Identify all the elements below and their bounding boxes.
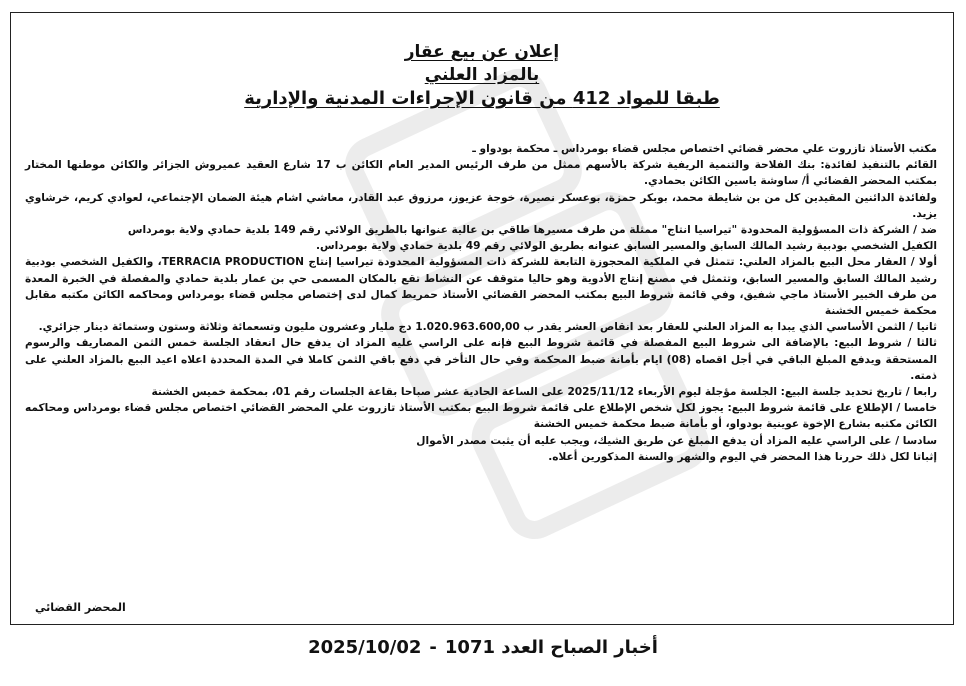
notice-paragraph: ثانيا / الثمن الأساسي الذي يبدا به المزاد العلني للعقار بعد انقاص العشر يقدر ب 1.020.963.600,00 دج مليار وعشرون مليون وتسعمائة وثلاثة وستون وستمائة دينار جزائري.: [38, 321, 937, 334]
notice-body: [25, 141, 937, 465]
notice-paragraph: خامسا / الإطلاع على قائمة شروط البيع: يجوز لكل شخص الإطلاع على قائمة شروط البيع بمكتب الأستاذ تازروت علي المحضر القضائي اختصاص مجلس قضاء بومرداس ومحاكمه الكائن مكتبه بشارع الإخوة عوينية بودواو، أو بأمانة ضبط محكمة خميس الخشنة: [25, 402, 937, 431]
notice-paragraph: أولا / العقار محل البيع بالمزاد العلني: تتمثل في الملكية المحجوزة التابعة للشركة ذات المسؤولية المحدودة تيراسيا إنتاج TERRACIA PRODUCTION، والكفيل الشخصي بودبية رشيد المالك السابق والمسير السابق، وتتمثل في مصنع إنتاج الأدوية وهو حاليا متوقف عن النشاط تقع بالمكان المسمى حي بن عمار بلدية حمادي والمفصلة في الخبرة المعدة من طرف الخبير الأستاذ ماجي شفيق، وفي قائمة شروط البيع بمكتب المحضر القضائي الأستاذ حمريط كمال لدى إختصاص مجلس قضاء بومرداس ومحاكمه الكائن مكتبه مقابل محكمة خميس الخشنة: [25, 256, 938, 318]
publication-footer: [0, 636, 966, 660]
notice-frame: [10, 12, 954, 625]
notice-paragraph: مكتب الأستاذ تازروت علي محضر قضائي اختصاص مجلس قضاء بومرداس ـ محكمة بودواو ـ: [472, 143, 937, 155]
notice-paragraph: القائم بالتنفيذ لفائدة: بنك الفلاحة والتنمية الريفية شركة بالأسهم ممثل من طرف الرئيس المدير العام الكائن ب 17 شارع العقيد عميروش الجزائر والكائن موطنها المختار بمكتب المحضر القضائي أ/ ساوشة ياسين الكائن بحمادي.: [25, 159, 937, 188]
publication-date: 2025/10/02: [308, 637, 422, 658]
bailiff-signature: المحضر القضائي: [35, 601, 126, 614]
notice-paragraph: رابعا / تاريخ تحديد جلسة البيع: الجلسة مؤجلة ليوم الأربعاء 2025/11/12 على الساعة الحادية عشر صباحا بقاعة الجلسات رقم 01، بمحكمة خميس الخشنة: [151, 386, 937, 399]
notice-header: [11, 41, 953, 110]
notice-paragraph: ثالثا / شروط البيع: بالإضافة الى شروط البيع المفصلة في قائمة شروط البيع فإنه على الراسي عليه المزاد ان يدفع حال انعقاد الجلسة خمس الثمن المصاريف والرسوم المستحقة ويدفع المبلغ الباقي في أجل اقصاه (08) ايام بأمانة ضبط المحكمة وفي حال التأخر في دفع باقي الثمن كاملا في المدة المحددة اعلاه اعيد البيع بالمزاد العلني على ذمته.: [25, 337, 937, 382]
notice-paragraph: سادسا / على الراسي عليه المزاد أن يدفع المبلغ عن طريق الشيك، ويجب عليه أن يثبت مصدر الأموال: [416, 434, 937, 447]
notice-paragraph: الكفيل الشخصي بودبية رشيد المالك السابق والمسير السابق عنوانه بطريق الولائي رقم 49 بلدية حمادي ولاية بومرداس.: [315, 240, 937, 253]
footer-separator: -: [429, 637, 437, 658]
notice-paragraph: إثباتا لكل ذلك حررنا هذا المحضر في اليوم والشهر والسنة المذكورين أعلاه.: [548, 450, 937, 463]
notice-legal-basis: طبقا للمواد 412 من قانون الإجراءات المدنية والإدارية: [244, 88, 720, 109]
publication-name: أخبار الصباح العدد 1071: [444, 637, 658, 658]
notice-subtitle: بالمزاد العلني: [424, 65, 540, 85]
notice-title: إعلان عن بيع عقار: [404, 42, 560, 62]
notice-paragraph: ضد / الشركة ذات المسؤولية المحدودة "تيراسيا انتاج" ممثلة من طرف مسيرها طاقي بن عالية عنوانها بالطريق الولائي رقم 149 بلدية حمادي ولاية بومرداس: [127, 224, 937, 237]
notice-paragraph: ولفائدة الدائنين المقيدين كل من بن شايطة محمد، بوبكر حمزة، بوعسكر نصيرة، خوجة عزيوز، مرزوق عبد القادر، معاشي اشام هيئة الضمان الإجتماعي، لعوادي كريم، خرشاوي يزيد.: [25, 191, 937, 220]
